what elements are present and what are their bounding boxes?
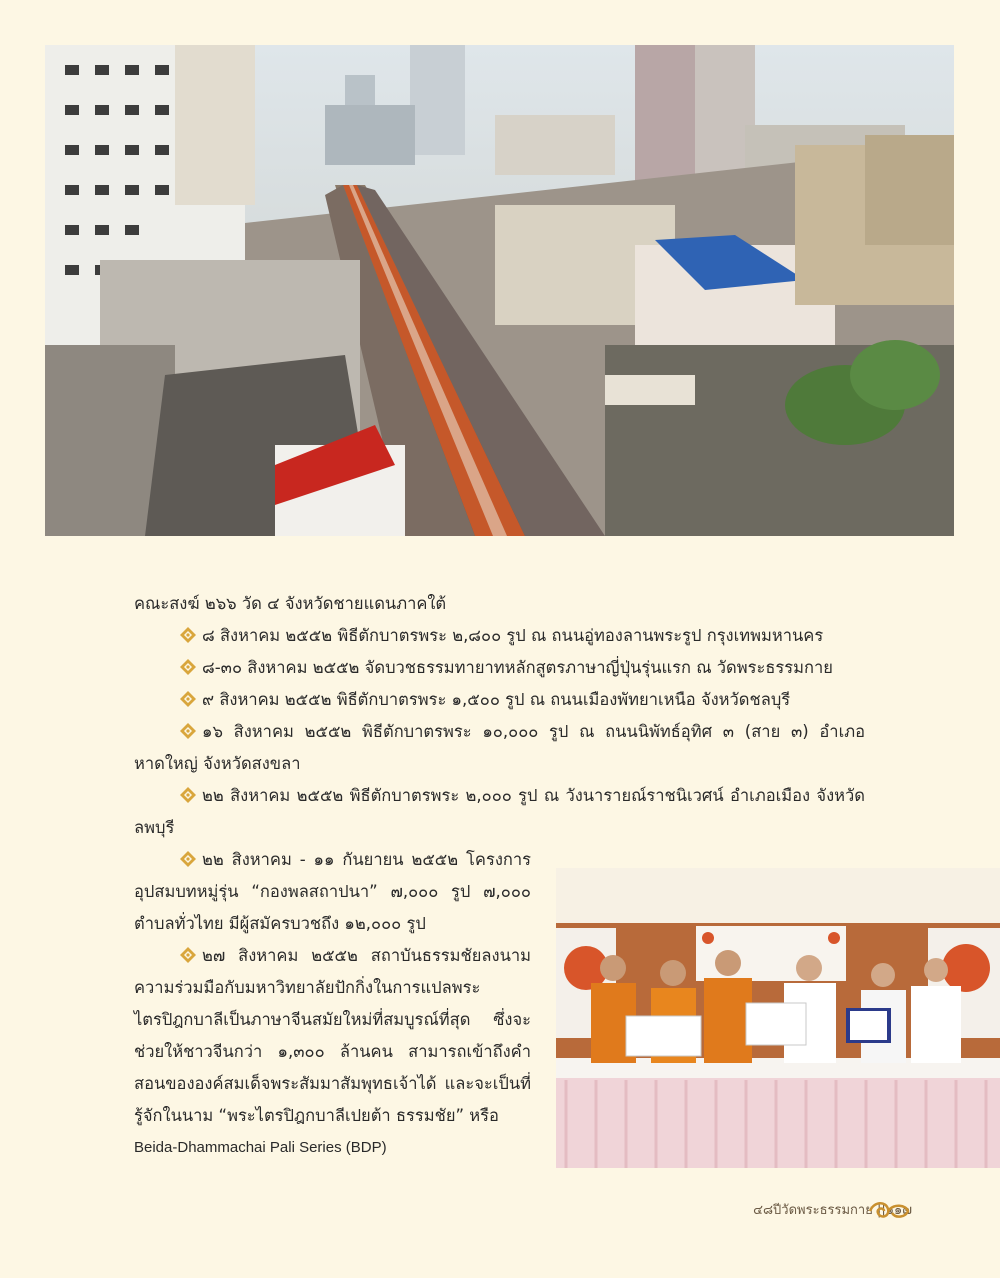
diamond-bullet-icon: [180, 787, 196, 803]
diamond-bullet-icon: [180, 851, 196, 867]
list-item: ๒๗ สิงหาคม ๒๕๕๒ สถาบันธรรมชัยลงนามความร่วมมือกับมหาวิทยาลัยปักกิ่งในการแปลพระไตรปิฎกบาลีเป็นภาษาจีนสมัยใหม่ที่สมบูรณ์ที่สุด ซึ่งจะช่วยให้ชาวจีนกว่า ๑,๓๐๐ ล้านคน สามารถเข้าถึงคำสอนขององค์สมเด็จพระสัมมาสัมพุทธเจ้าได้ และจะเป็นที่รู้จักในนาม “พระไตรปิฎกบาลีเปยต้า ธรรมชัย” หรือ: [134, 946, 531, 1125]
ornament-swirl-icon: [866, 1199, 912, 1223]
list-item: ๘-๓๐ สิงหาคม ๒๕๕๒ จัดบวชธรรมทายาทหลักสูตรภาษาญี่ปุ่นรุ่นแรก ณ วัดพระธรรมกาย: [134, 652, 865, 684]
diamond-bullet-icon: [180, 723, 196, 739]
list-item: ๙ สิงหาคม ๒๕๕๒ พิธีตักบาตรพระ ๑,๕๐๐ รูป ณ ถนนเมืองพัทยาเหนือ จังหวัดชลบุรี: [134, 684, 865, 716]
list-item: ๒๒ สิงหาคม - ๑๑ กันยายน ๒๕๕๒ โครงการอุปสมบทหมู่รุ่น “กองพลสถาปนา” ๗,๐๐๐ รูป ๗,๐๐๐ ตำบลทั่วไทย มีผู้สมัครบวชถึง ๑๒,๐๐๐ รูป: [134, 850, 531, 933]
list-item: ๑๖ สิงหาคม ๒๕๕๒ พิธีตักบาตรพระ ๑๐,๐๐๐ รูป ณ ถนนนิพัทธ์อุทิศ ๓ (สาย ๓) อำเภอหาดใหญ่ จังหวัดสงขลา: [134, 722, 865, 773]
intro-line: คณะสงฆ์ ๒๖๖ วัด ๔ จังหวัดชายแดนภาคใต้: [134, 594, 447, 613]
diamond-bullet-icon: [180, 691, 196, 707]
diamond-bullet-icon: [180, 627, 196, 643]
diamond-bullet-icon: [180, 947, 196, 963]
aerial-street-procession-photo: [45, 45, 954, 536]
list-item: ๘ สิงหาคม ๒๕๕๒ พิธีตักบาตรพระ ๒,๘๐๐ รูป ณ ถนนอู่ทองลานพระรูป กรุงเทพมหานคร: [134, 620, 865, 652]
signing-ceremony-photo: [556, 868, 1000, 1168]
page-footer: ๔๘ปีวัดพระธรรมกาย ||๑๑๗: [753, 1203, 912, 1218]
english-series-name: Beida-Dhammachai Pali Series (BDP): [134, 1139, 387, 1156]
diamond-bullet-icon: [180, 659, 196, 675]
list-item: ๒๒ สิงหาคม ๒๕๕๒ พิธีตักบาตรพระ ๒,๐๐๐ รูป ณ วังนารายณ์ราชนิเวศน์ อำเภอเมือง จังหวัดลพบุรี: [134, 786, 865, 837]
